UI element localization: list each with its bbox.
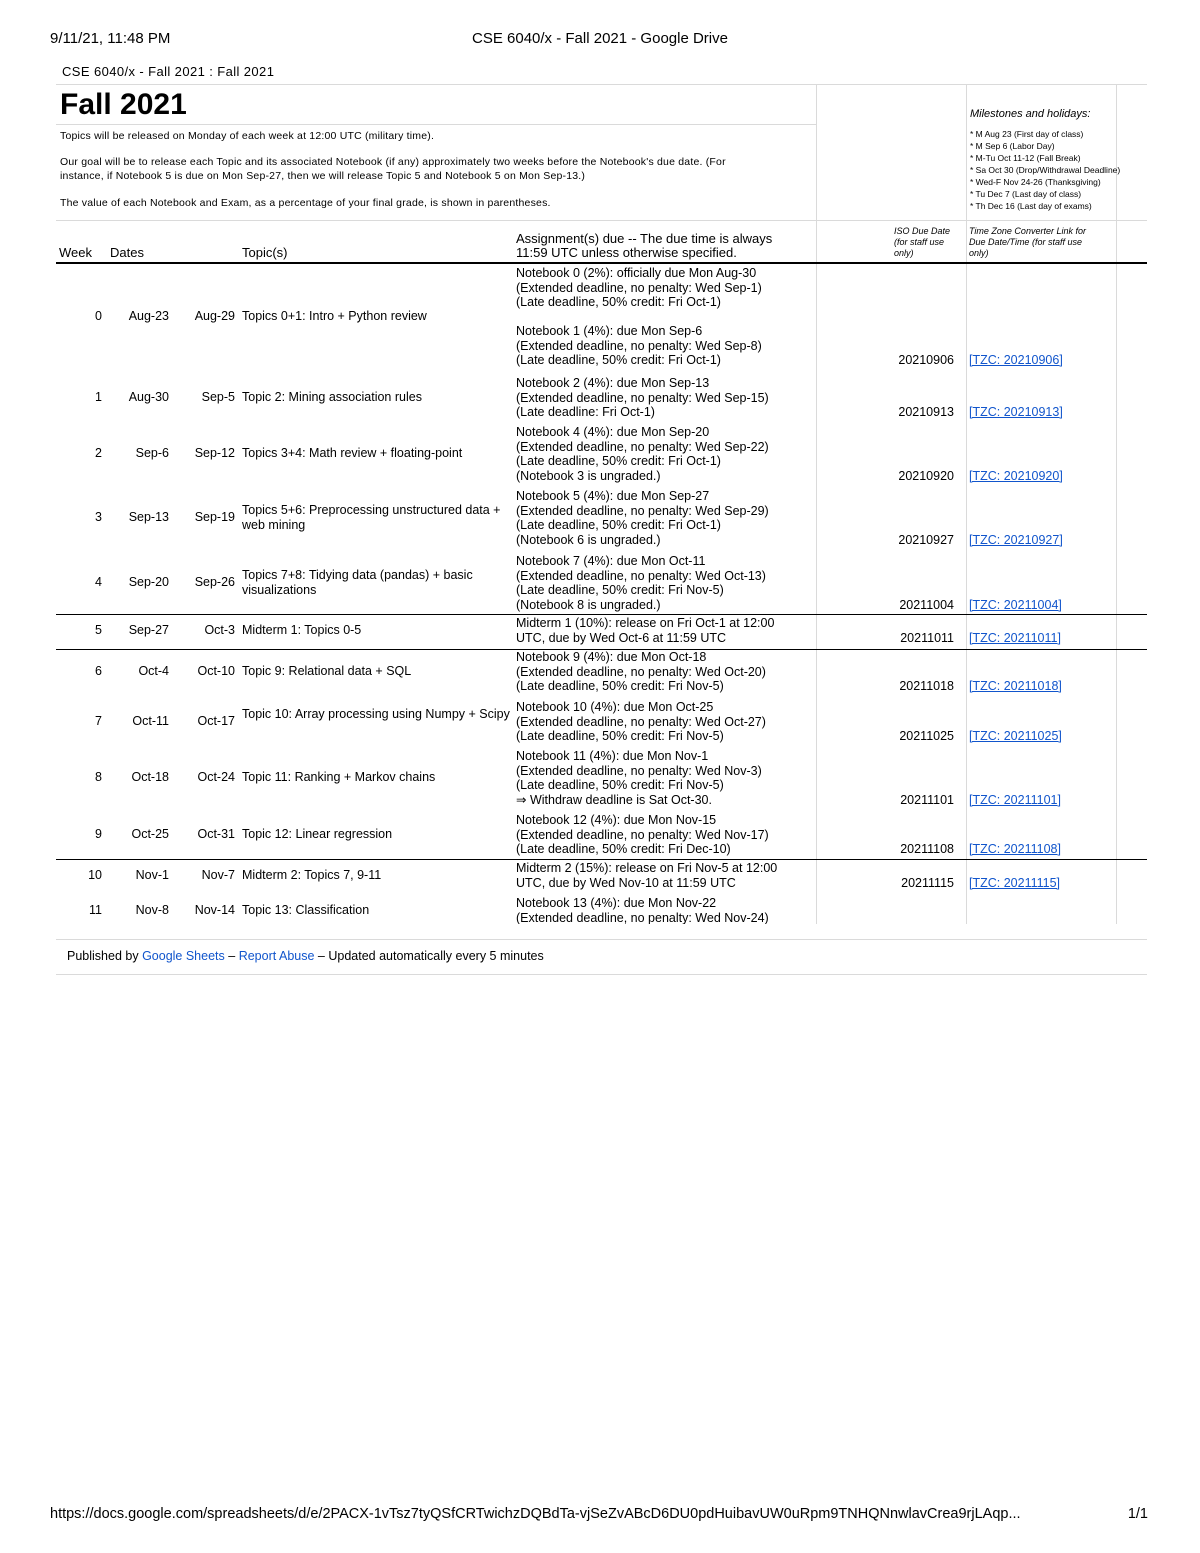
start-date-cell: Aug-30 [128,389,169,404]
sheet-title: Fall 2021 [60,88,187,121]
spreadsheet [56,84,1147,924]
col-topics: Topic(s) [242,245,288,260]
assignment-line: Notebook 0 (2%): officially due Mon Aug-30 [516,266,757,280]
assignment-line: UTC, due by Wed Nov-10 at 11:59 UTC [516,875,736,890]
intro-goal-2: instance, if Notebook 5 is due on Mon Sep-27, then we will release Topic 5 and Notebook 5 on Mon Sep-13.) [60,170,586,182]
start-date-cell: Sep-13 [128,510,169,524]
assignment-line: Notebook 10 (4%): due Mon Oct-25 [516,700,714,714]
start-date-cell: Nov-1 [135,867,169,882]
tzc-link[interactable]: [TZC: 20210913] [969,405,1063,419]
week-cell: 6 [95,663,102,678]
assignment-line: (Notebook 8 is ungraded.) [516,597,661,612]
assignment-cell [516,616,871,645]
table-row [56,616,1147,645]
footer-divider [56,939,1147,940]
tzc-link[interactable]: [TZC: 20211115] [969,875,1061,890]
tzc-link[interactable]: [TZC: 20211004] [969,597,1062,612]
table-row [56,554,1147,612]
topic-cell: Topics 0+1: Intro + Python review [242,308,427,323]
start-date-cell: Sep-27 [128,622,169,637]
assignment-cell [516,425,871,483]
assignment-line: Notebook 4 (4%): due Mon Sep-20 [516,425,710,439]
assignment-cell [516,861,871,890]
assignment-line: (Extended deadline, no penalty: Wed Oct-13) [516,568,766,583]
footer-dash: – [228,949,236,963]
assignment-cell [516,266,871,368]
assignment-cell [516,650,871,694]
milestones-title: Milestones and holidays: [970,108,1091,120]
col-dates: Dates [110,245,144,260]
iso-date-cell: 20211101 [900,792,954,807]
grid-line [56,84,1147,85]
section-rule [56,614,1147,615]
week-cell: 7 [95,713,102,728]
assignment-line: (Late deadline, 50% credit: Fri Nov-5) [516,679,724,693]
end-date-cell: Oct-3 [204,622,235,637]
end-date-cell: Nov-14 [194,902,235,917]
table-row [56,749,1147,807]
milestone-item: * M-Tu Oct 11-12 (Fall Break) [970,153,1081,163]
print-url: https://docs.google.com/spreadsheets/d/e/2PACX-1vTsz7tyQSfCRTwichzDQBdTa-vjSeZvABcD6DU0pdHuibavUW0uRpm9TNHQNnwlavCrea9rjLAqp... [50,1506,1021,1522]
tzc-link[interactable]: [TZC: 20211101] [969,792,1061,807]
header-rule [56,262,1147,264]
end-date-cell: Oct-31 [197,826,235,841]
iso-date-cell: 20210906 [898,353,954,367]
iso-date-cell: 20211108 [900,842,954,856]
assignment-line: (Extended deadline, no penalty: Wed Oct-27) [516,714,766,729]
iso-date-cell: 20211115 [901,875,954,890]
col-week: Week [59,245,92,260]
table-row [56,425,1147,483]
published-footer [67,949,544,963]
assignment-line: (Extended deadline, no penalty: Wed Sep-15) [516,390,769,405]
assignment-line: (Late deadline, 50% credit: Fri Nov-5) [516,729,724,743]
topic-cell: Topic 13: Classification [242,902,370,917]
start-date-cell: Nov-8 [135,902,169,917]
table-row [56,813,1147,857]
assignment-line: (Extended deadline, no penalty: Wed Oct-20) [516,664,766,679]
tzc-link[interactable]: [TZC: 20210927] [969,532,1063,547]
topic-cell: Topics 7+8: Tidying data (pandas) + basic visualizations [242,568,473,597]
end-date-cell: Oct-24 [197,770,235,784]
section-rule [56,859,1147,860]
assignment-line: (Late deadline, 50% credit: Fri Nov-5) [516,583,724,597]
assignment-cell [516,376,871,420]
assignment-cell [516,749,871,807]
footer-divider [56,974,1147,975]
assignment-line: (Late deadline: Fri Oct-1) [516,405,655,419]
end-date-cell: Sep-19 [194,510,235,524]
iso-date-cell: 20210913 [898,405,954,419]
end-date-cell: Aug-29 [194,308,235,323]
assignment-line: Notebook 1 (4%): due Mon Sep-6 [516,324,703,338]
print-datetime: 9/11/21, 11:48 PM [50,30,171,47]
report-abuse-link[interactable]: Report Abuse [238,949,315,963]
table-row [56,700,1147,744]
week-cell: 0 [95,308,102,323]
assignment-line: (Extended deadline, no penalty: Wed Nov-24) [516,910,769,924]
intro-goal-1: Our goal will be to release each Topic and its associated Notebook (if any) approximately two weeks before the Notebook's due date. (For [60,156,726,168]
end-date-cell: Nov-7 [201,867,235,882]
assignment-line: Notebook 2 (4%): due Mon Sep-13 [516,376,710,390]
milestone-item: * Th Dec 16 (Last day of exams) [970,201,1092,211]
assignment-line: (Notebook 3 is ungraded.) [516,468,661,483]
published-by-text: Published by [67,949,139,963]
tzc-link[interactable]: [TZC: 20211011] [969,630,1061,645]
milestone-item: * M Sep 6 (Labor Day) [970,141,1055,151]
assignment-line: ⇒ Withdraw deadline is Sat Oct-30. [516,792,712,807]
col-iso-3: only) [894,248,914,258]
milestones-list [970,128,1147,212]
assignment-line: Notebook 9 (4%): due Mon Oct-18 [516,650,707,664]
assignment-line: Midterm 1 (10%): release on Fri Oct-1 at 12:00 [516,616,775,630]
col-iso-1: ISO Due Date [894,226,951,236]
tzc-link[interactable]: [TZC: 20211108] [969,842,1061,856]
assignment-line: (Extended deadline, no penalty: Wed Nov-17) [516,827,769,842]
topic-cell: Topic 10: Array processing using Numpy + Scipy [242,706,510,721]
table-row [56,489,1147,547]
end-date-cell: Oct-10 [197,663,235,678]
start-date-cell: Sep-20 [128,575,169,589]
table-row [56,861,1147,890]
col-assign-1: Assignment(s) due -- The due time is always [516,231,773,246]
week-cell: 8 [95,770,102,784]
assignment-line: Midterm 2 (15%): release on Fri Nov-5 at 12:00 [516,861,778,875]
iso-date-cell: 20210927 [898,532,954,547]
assignment-cell [516,896,871,924]
google-sheets-link[interactable]: Google Sheets [142,949,225,963]
table-row [56,376,1147,420]
assignment-line: (Notebook 6 is ungraded.) [516,532,661,547]
assignment-line: (Late deadline, 50% credit: Fri Oct-1) [516,518,721,532]
start-date-cell: Oct-25 [131,826,169,841]
assignment-line: (Late deadline, 50% credit: Fri Nov-5) [516,778,724,792]
week-cell: 11 [89,902,102,917]
table-row [56,896,1147,924]
iso-date-cell: 20211025 [899,729,954,743]
start-date-cell: Sep-6 [135,446,169,460]
assignment-line: (Extended deadline, no penalty: Wed Sep-22) [516,439,769,454]
topic-cell: Topic 11: Ranking + Markov chains [242,770,436,784]
assignment-line: (Late deadline, 50% credit: Fri Oct-1) [516,295,721,309]
assignment-cell [516,554,871,612]
week-cell: 3 [95,510,102,524]
end-date-cell: Oct-17 [197,713,235,728]
week-cell: 4 [95,575,102,589]
iso-date-cell: 20210920 [898,468,954,483]
topic-cell: Midterm 1: Topics 0-5 [242,622,362,637]
col-tz-3: only) [969,248,989,258]
assignment-line: UTC, due by Wed Oct-6 at 11:59 UTC [516,630,727,645]
grid-line [56,220,1147,221]
assignment-line [516,310,871,325]
week-cell: 10 [88,867,102,882]
breadcrumb: CSE 6040/x - Fall 2021 : Fall 2021 [62,64,275,79]
col-assign-2: 11:59 UTC unless otherwise specified. [516,245,737,260]
tzc-link[interactable]: [TZC: 20210920] [969,468,1063,483]
tzc-link[interactable]: [TZC: 20210906] [969,353,1063,367]
iso-date-cell: 20211004 [899,597,954,612]
start-date-cell: Oct-4 [138,663,169,678]
start-date-cell: Oct-18 [131,770,169,784]
topic-cell: Topic 12: Linear regression [242,826,393,841]
intro-release: Topics will be released on Monday of each week at 12:00 UTC (military time). [60,130,435,142]
assignment-line: (Extended deadline, no penalty: Wed Sep-1) [516,280,762,295]
col-tz-2: Due Date/Time (for staff use [969,237,1082,247]
assignment-line: (Extended deadline, no penalty: Wed Nov-3) [516,763,762,778]
tzc-link[interactable]: [TZC: 20211025] [969,729,1062,743]
assignment-cell [516,700,871,744]
milestone-item: * Sa Oct 30 (Drop/Withdrawal Deadline) [970,165,1121,175]
iso-date-cell: 20211011 [900,630,954,645]
week-cell: 9 [95,826,102,841]
assignment-cell [516,813,871,857]
tzc-link[interactable]: [TZC: 20211018] [969,679,1062,693]
assignment-line: Notebook 12 (4%): due Mon Nov-15 [516,813,717,827]
table-row [56,266,1147,368]
week-cell: 2 [95,446,102,460]
end-date-cell: Sep-26 [194,575,235,589]
assignment-line: (Late deadline, 50% credit: Fri Dec-10) [516,842,731,856]
section-rule [56,649,1147,650]
week-cell: 1 [95,389,102,404]
assignment-line: (Extended deadline, no penalty: Wed Sep-29) [516,503,769,518]
end-date-cell: Sep-12 [194,446,235,460]
assignment-line: (Extended deadline, no penalty: Wed Sep-8) [516,338,762,353]
milestone-item: * Tu Dec 7 (Last day of class) [970,189,1082,199]
start-date-cell: Oct-11 [132,713,169,728]
assignment-line: Notebook 11 (4%): due Mon Nov-1 [516,749,709,763]
iso-date-cell: 20211018 [899,679,954,693]
grid-line [56,124,816,125]
print-title: CSE 6040/x - Fall 2021 - Google Drive [472,30,728,47]
end-date-cell: Sep-5 [201,389,235,404]
topic-cell: Topic 2: Mining association rules [242,389,422,404]
col-tz-1: Time Zone Converter Link for [969,226,1086,236]
col-iso-2: (for staff use [894,237,945,247]
table-row [56,650,1147,694]
assignment-line: Notebook 7 (4%): due Mon Oct-11 [516,554,706,568]
assignment-cell [516,489,871,547]
footer-dash: – [317,949,325,963]
milestone-item: * Wed-F Nov 24-26 (Thanksgiving) [970,177,1101,187]
topic-cell: Midterm 2: Topics 7, 9-11 [242,867,382,882]
assignment-line: (Late deadline, 50% credit: Fri Oct-1) [516,353,721,367]
topic-cell: Topics 3+4: Math review + floating-point [242,446,463,460]
assignment-line: Notebook 13 (4%): due Mon Nov-22 [516,896,717,910]
topic-cell: Topic 9: Relational data + SQL [242,663,412,678]
assignment-line: Notebook 5 (4%): due Mon Sep-27 [516,489,710,503]
assignment-line: (Late deadline, 50% credit: Fri Oct-1) [516,454,721,468]
page-number: 1/1 [1127,1506,1148,1522]
milestone-item: * M Aug 23 (First day of class) [970,129,1084,139]
week-cell: 5 [95,622,102,637]
intro-value: The value of each Notebook and Exam, as a percentage of your final grade, is shown in parentheses. [60,197,551,209]
start-date-cell: Aug-23 [128,308,169,323]
topic-cell: Topics 5+6: Preprocessing unstructured data + web mining [242,503,501,532]
updated-text: Updated automatically every 5 minutes [328,949,544,963]
